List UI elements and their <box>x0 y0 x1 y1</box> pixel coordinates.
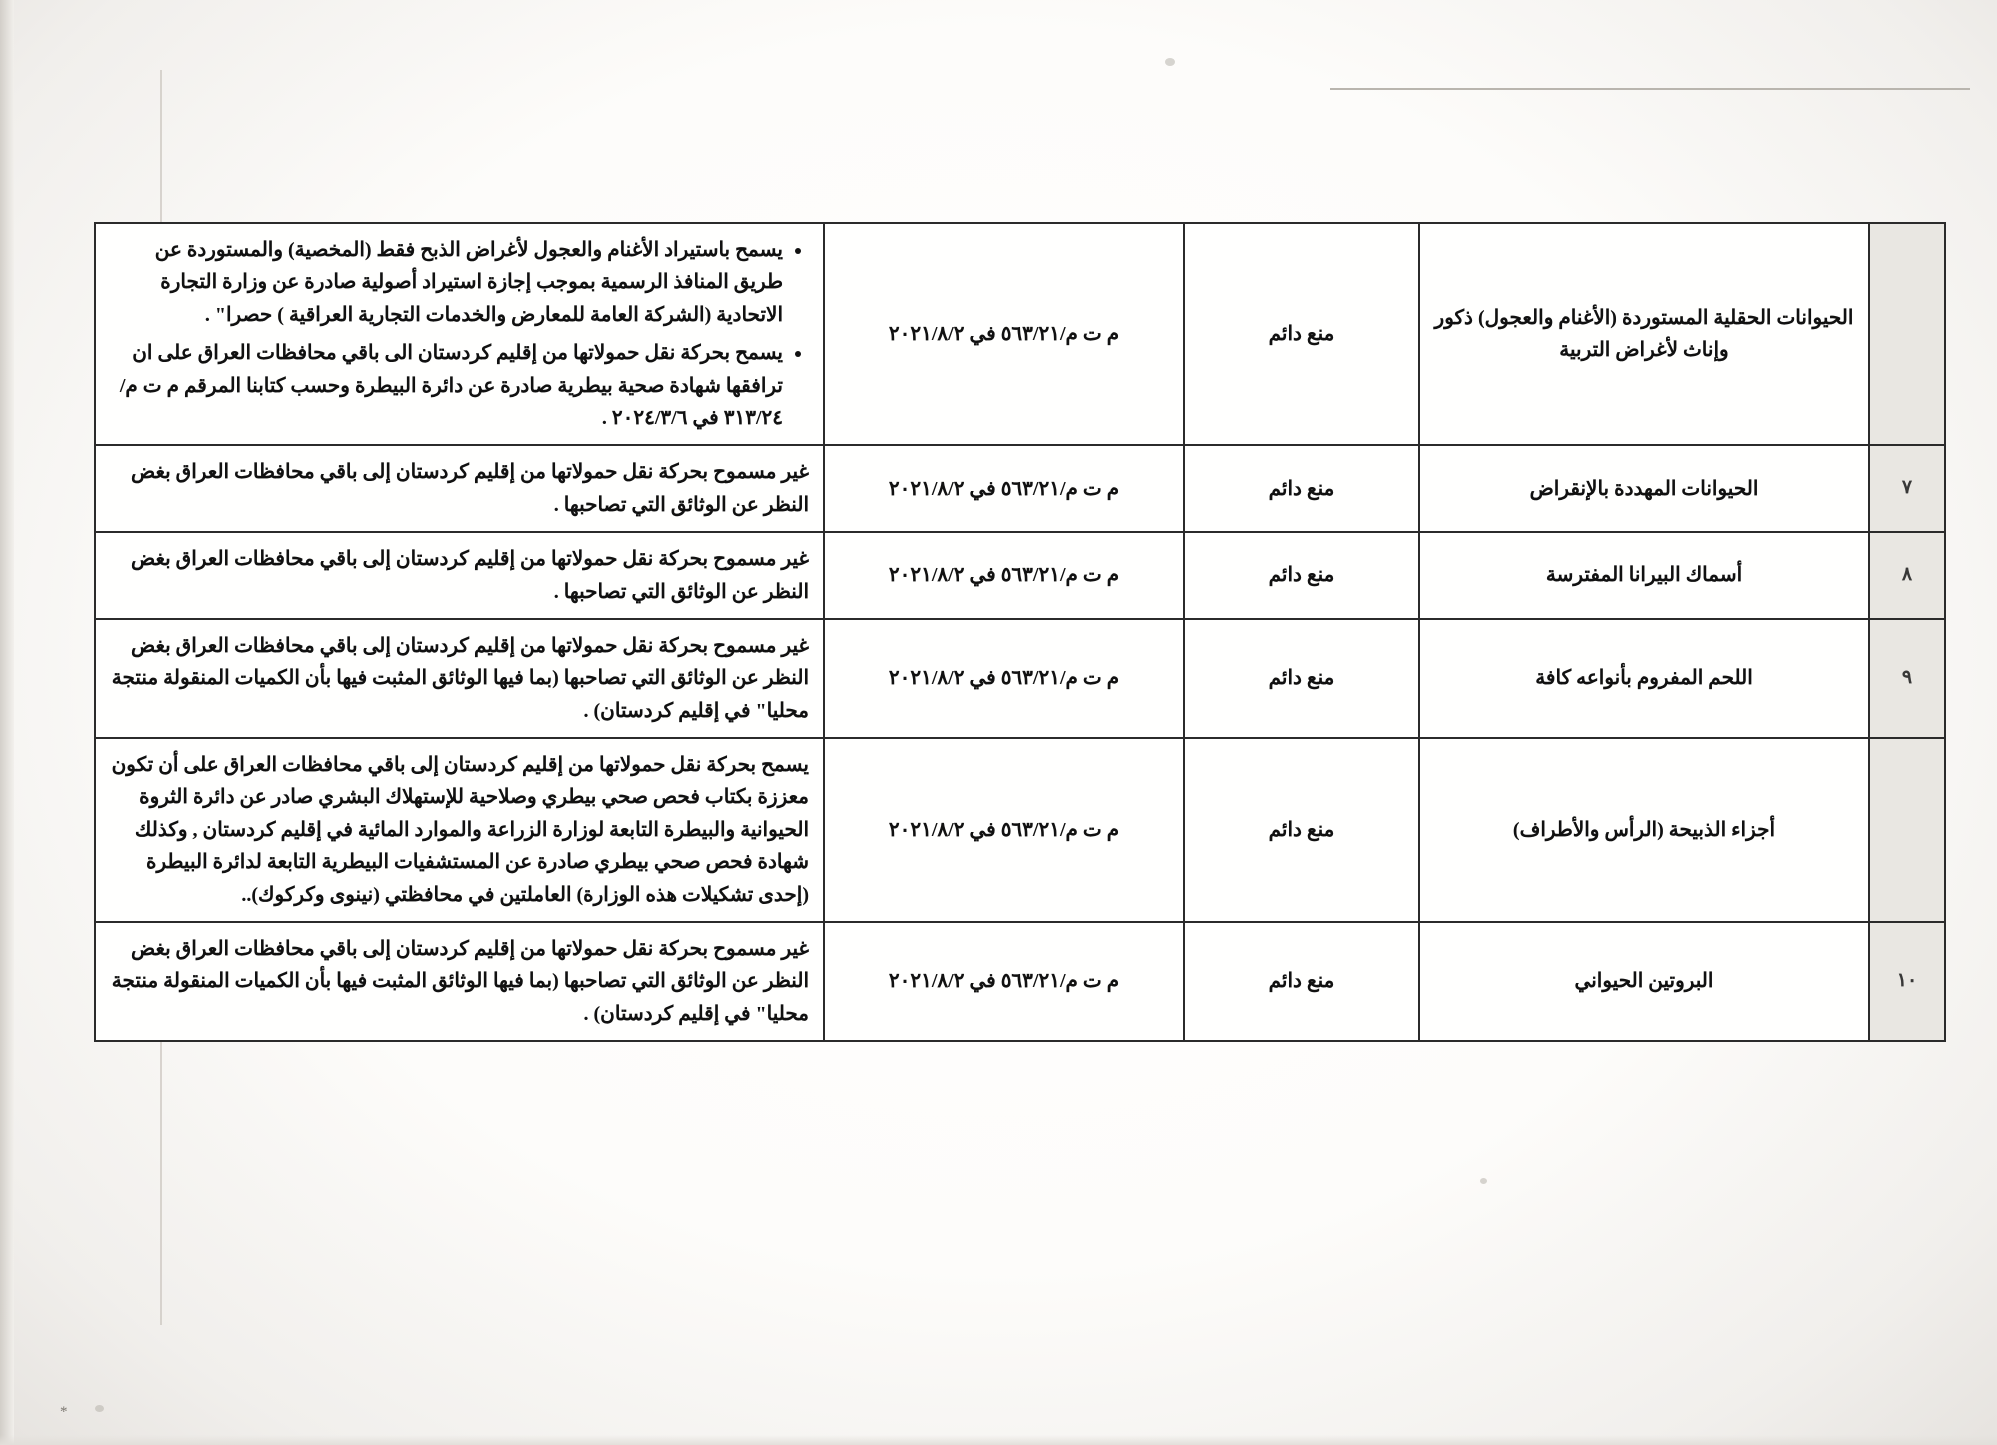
status-cell: منع دائم <box>1184 738 1419 922</box>
item-name-cell: الحيوانات المهددة بالإنقراض <box>1419 445 1869 532</box>
row-number-cell <box>1869 445 1945 532</box>
status-cell: منع دائم <box>1184 445 1419 532</box>
status-cell: منع دائم <box>1184 922 1419 1041</box>
reference-cell: م ت م/٥٦٣/٢١ في ٢٠٢١/٨/٢ <box>824 445 1184 532</box>
table-row <box>95 445 1945 532</box>
table-row <box>95 619 1945 738</box>
scan-speck <box>95 1405 104 1412</box>
regulations-table <box>94 222 1946 1042</box>
row-number-cell <box>1869 738 1945 922</box>
scan-speck <box>1480 1178 1487 1184</box>
reference-cell: م ت م/٥٦٣/٢١ في ٢٠٢١/٨/٢ <box>824 223 1184 445</box>
notes-cell: يسمح بحركة نقل حمولاتها من إقليم كردستان إلى باقي محافظات العراق على أن تكون معززة بكتاب فحص صحي بيطري وصلاحية للإستهلاك البشري صادر عن دائرة الثروة الحيوانية والبيطرة التابعة لوزارة الزراعة والموارد المائية في إقليم كردستان , وكذلك شهادة فحص صحي بيطري صادرة عن المستشفيات البيطرية التابعة لدائرة البيطرة (إحدى تشكيلات هذه الوزارة) العاملتين في محافظتي (نينوى وكركوك).. <box>95 738 824 922</box>
row-number: ١٠ <box>1896 970 1918 992</box>
row-number: ٩ <box>1901 667 1913 689</box>
item-name-cell: الحيوانات الحقلية المستوردة (الأغنام والعجول) ذكور وإناث لأغراض التربية <box>1419 223 1869 445</box>
scan-speck <box>1165 58 1175 66</box>
status-cell: منع دائم <box>1184 532 1419 619</box>
item-name-cell: اللحم المفروم بأنواعه كافة <box>1419 619 1869 738</box>
scan-edge-bottom <box>0 1435 1997 1445</box>
table-row <box>95 532 1945 619</box>
list-item: • يسمح باستيراد الأغنام والعجول لأغراض الذبح فقط (المخصية) والمستوردة عن طريق المنافذ الرسمية بموجب إجازة استيراد أصولية صادرة عن وزارة التجارة الاتحادية (الشركة العامة للمعارض والخدمات التجارية العراقية ) حصرا" . <box>110 234 783 331</box>
notes-cell <box>95 223 824 445</box>
status-cell: منع دائم <box>1184 619 1419 738</box>
row-number-cell <box>1869 922 1945 1041</box>
page-mark: * <box>60 1404 68 1420</box>
item-name-cell: البروتين الحيواني <box>1419 922 1869 1041</box>
row-number: ٨ <box>1901 564 1913 586</box>
reference-cell: م ت م/٥٦٣/٢١ في ٢٠٢١/٨/٢ <box>824 738 1184 922</box>
row-number: ٧ <box>1901 477 1913 499</box>
notes-cell: غير مسموح بحركة نقل حمولاتها من إقليم كردستان إلى باقي محافظات العراق بغض النظر عن الوثائق التي تصاحبها (بما فيها الوثائق المثبت فيها بأن الكميات المنقولة منتجة محليا" في إقليم كردستان) . <box>95 922 824 1041</box>
status-cell: منع دائم <box>1184 223 1419 445</box>
notes-cell: غير مسموح بحركة نقل حمولاتها من إقليم كردستان إلى باقي محافظات العراق بغض النظر عن الوثائق التي تصاحبها (بما فيها الوثائق المثبت فيها بأن الكميات المنقولة منتجة محليا" في إقليم كردستان) . <box>95 619 824 738</box>
item-name-cell: أجزاء الذبيحة (الرأس والأطراف) <box>1419 738 1869 922</box>
row-number-cell <box>1869 619 1945 738</box>
row-number-cell <box>1869 223 1945 445</box>
item-name-cell: أسماك البيرانا المفترسة <box>1419 532 1869 619</box>
list-item: • يسمح بحركة نقل حمولاتها من إقليم كردستان الى باقي محافظات العراق على ان ترافقها شهادة صحية بيطرية صادرة عن دائرة البيطرة وحسب كتابنا المرقم م ت م/٣١٣/٢٤ في ٢٠٢٤/٣/٦ . <box>110 337 783 434</box>
table-row <box>95 922 1945 1041</box>
reference-cell: م ت م/٥٦٣/٢١ في ٢٠٢١/٨/٢ <box>824 532 1184 619</box>
reference-cell: م ت م/٥٦٣/٢١ في ٢٠٢١/٨/٢ <box>824 619 1184 738</box>
table-row <box>95 738 1945 922</box>
table-row <box>95 223 1945 445</box>
notes-cell: غير مسموح بحركة نقل حمولاتها من إقليم كردستان إلى باقي محافظات العراق بغض النظر عن الوثائق التي تصاحبها . <box>95 532 824 619</box>
reference-cell: م ت م/٥٦٣/٢١ في ٢٠٢١/٨/٢ <box>824 922 1184 1041</box>
top-horizontal-rule <box>1330 88 1970 90</box>
notes-cell: غير مسموح بحركة نقل حمولاتها من إقليم كردستان إلى باقي محافظات العراق بغض النظر عن الوثائق التي تصاحبها . <box>95 445 824 532</box>
notes-list <box>110 234 809 434</box>
row-number-cell <box>1869 532 1945 619</box>
scan-edge-left <box>0 0 14 1445</box>
